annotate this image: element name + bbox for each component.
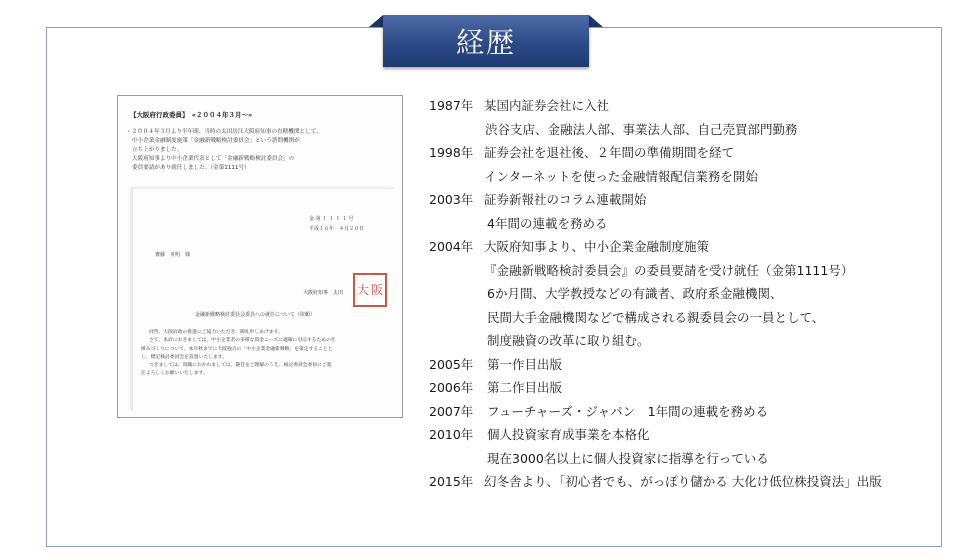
timeline-text: 大阪府知事より、中小企業金融制度施策 — [484, 239, 710, 254]
timeline-text: 第二作目出版 — [487, 380, 563, 395]
letter-header: 【大阪府行政委員】 «２００４年３月〜» — [130, 111, 253, 119]
letter-body-line: 任よろしくお願いいたします。 — [141, 371, 208, 377]
timeline-entry — [429, 188, 929, 212]
letter-intro-line: 中小企業金融制度施策「金融新戦略検討委員会」という諮問機関が — [132, 138, 300, 144]
letter-intro-line: 立ち上がりました。 — [132, 147, 183, 153]
letter-intro-line: 委員要請があり就任しました。（金第1111号） — [132, 165, 250, 171]
timeline-entry-cont — [429, 329, 929, 353]
timeline-text: 4年間の連載を務める — [487, 215, 608, 231]
timeline-entry-cont — [429, 306, 929, 330]
timeline-text: 証券会社を退社後、２年間の準備期間を経て — [484, 145, 735, 160]
timeline-text: 第一作目出版 — [487, 356, 563, 372]
timeline-text: 『金融新戦略検討委員会』の委員要請を受け就任（金第1111号） — [484, 262, 854, 278]
timeline-entry — [429, 94, 929, 118]
timeline-entry-cont — [429, 118, 929, 142]
timeline-entry — [429, 470, 929, 494]
letter-body — [141, 329, 391, 379]
timeline-year: 2004年 — [429, 239, 474, 254]
timeline-text: 幻冬舎より、「初心者でも、がっぽり儲かる 大化け低位株投資法」出版 — [484, 474, 882, 489]
timeline-year: 1998年 — [429, 145, 474, 160]
timeline-year: 2003年 — [429, 192, 474, 207]
letter-body-line: つきましては、貴職におかれましては、趣旨をご理解のうえ、検討委員会委員にご就 — [149, 363, 332, 369]
timeline-entry — [429, 141, 929, 165]
timeline-text: 某国内証券会社に入社 — [484, 98, 610, 113]
timeline-entry-cont — [429, 447, 929, 471]
timeline-entry — [429, 400, 929, 424]
timeline-entry — [429, 235, 929, 259]
timeline-year: 2007年 — [429, 403, 474, 419]
timeline-entry-cont — [429, 165, 929, 189]
timeline-entry — [429, 353, 929, 377]
title-tab — [383, 15, 589, 67]
timeline-text: 個人投資家育成事業を本格化 — [487, 427, 650, 442]
timeline-entry — [429, 423, 929, 447]
seal-char: 阪 — [370, 283, 383, 297]
timeline-entry-cont — [429, 259, 929, 283]
timeline-year: 2006年 — [429, 380, 474, 395]
letter-sheet — [132, 188, 395, 411]
letter-sender: 大阪府知事 太田 — [303, 290, 344, 296]
timeline-entry — [429, 376, 929, 400]
career-timeline — [429, 94, 929, 494]
letter-intro-line: 大阪府知事より中小企業代表として「金融新戦略検討委員会」の — [132, 156, 295, 162]
letter-doc-number: 金 第 １ １ １ １ 号 — [309, 216, 354, 222]
timeline-text: 証券新報社のコラム連載開始 — [484, 192, 647, 207]
letter-body-line: し、標記検討委員会を設置いたします。 — [141, 354, 227, 360]
appointment-letter-image — [117, 95, 403, 418]
official-seal — [353, 273, 387, 307]
timeline-text: インターネットを使った金融情報配信業務を開始 — [484, 168, 758, 184]
timeline-text: 民間大手金融機関などで構成される親委員会の一員として、 — [487, 309, 825, 325]
timeline-text: 現在3000名以上に個人投資家に指導を行っている — [487, 450, 769, 466]
timeline-entry-cont — [429, 282, 929, 306]
timeline-text: フューチャーズ・ジャパン 1年間の連載を務める — [487, 403, 769, 419]
timeline-year: 1987年 — [429, 98, 474, 113]
timeline-text: 6か月間、大学教授などの有識者、政府系金融機関、 — [487, 286, 783, 301]
letter-subject: 金融新戦略検討委員会委員への就任について（依頼） — [195, 312, 315, 318]
letter-body-line: さて、本府におきましては、中小企業者の多様な資金ニーズに適確に対応するための仕 — [149, 338, 336, 344]
letter-date: 平成１６年 ４月２０日 — [309, 226, 365, 232]
timeline-entry-cont — [429, 212, 929, 236]
timeline-year: 2005年 — [429, 356, 474, 372]
timeline-year: 2010年 — [429, 427, 474, 442]
seal-char: 大 — [356, 283, 369, 297]
letter-body-line: 拝啓、大阪府政の推進にご協力いただき、御礼申しあげます。 — [149, 330, 283, 335]
timeline-year: 2015年 — [429, 474, 474, 489]
title-tab-notch-right — [589, 15, 603, 27]
letter-addressee: 齋藤 英明 様 — [155, 252, 191, 258]
letter-intro-line: ・２００４年３月より半年間、当時の太田房江大阪府知事の直轄機関として、 — [126, 129, 322, 135]
page-title: 経歴 — [455, 26, 516, 59]
letter-intro — [126, 128, 392, 173]
title-tab-notch-left — [369, 15, 383, 27]
letter-body-line: 組みづくりについて、本年秋までに大阪独自の「中小企業金融新戦略」を策定することと — [141, 346, 333, 352]
timeline-text: 制度融資の改革に取り組む。 — [487, 333, 650, 348]
timeline-text: 渋谷支店、金融法人部、事業法人部、自己売買部門勤務 — [485, 121, 798, 137]
